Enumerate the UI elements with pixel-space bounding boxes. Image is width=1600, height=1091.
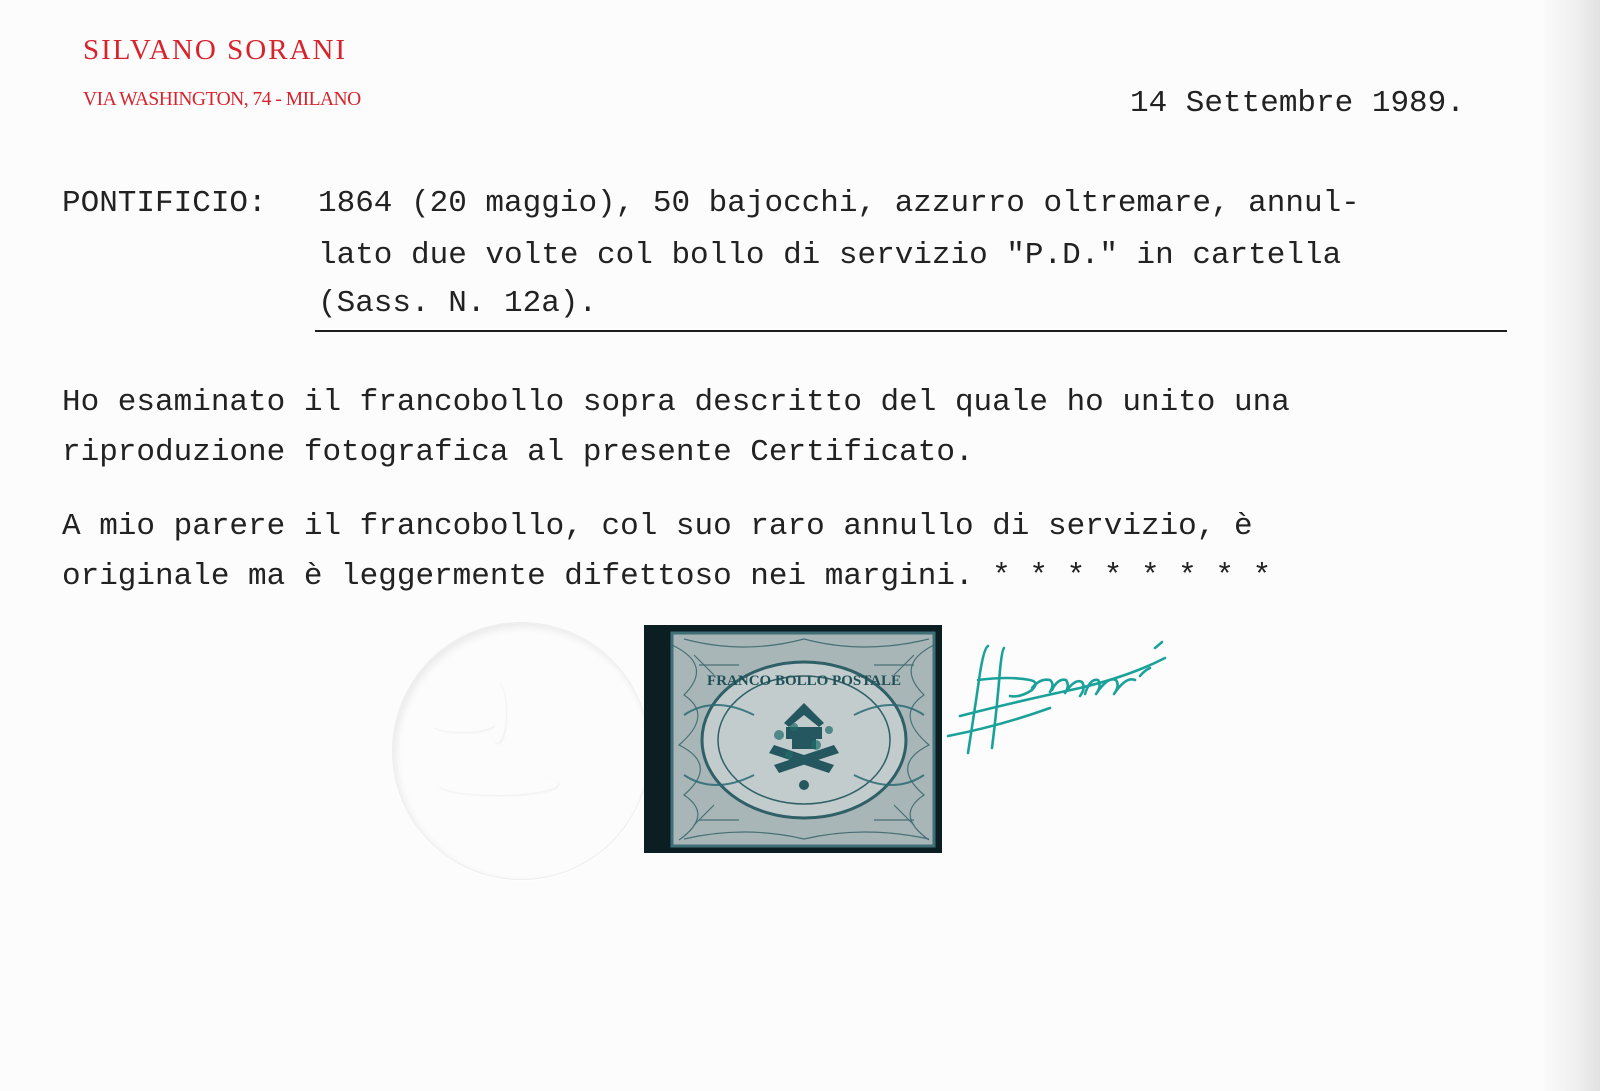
stamp-photograph: [644, 625, 942, 853]
embossed-seal: [392, 622, 650, 880]
page-edge-shadow: [1544, 0, 1600, 1091]
examination-line: riproduzione fotografica al presente Certificato.: [62, 435, 974, 470]
description-underline: [315, 330, 1507, 332]
opinion-line: originale ma è leggermente difettoso nei margini. * * * * * * * *: [62, 559, 1272, 594]
description-line: (Sass. N. 12a).: [318, 286, 598, 321]
signature-image: [940, 618, 1200, 778]
description-line: lato due volte col bollo di servizio "P.D." in cartella: [318, 238, 1342, 273]
letterhead-name: SILVANO SORANI: [83, 34, 348, 66]
letterhead-address: VIA WASHINGTON, 74 - MILANO: [83, 89, 361, 110]
certificate-date: 14 Settembre 1989.: [1130, 86, 1465, 121]
description-line: 1864 (20 maggio), 50 bajocchi, azzurro oltremare, annul-: [318, 186, 1360, 221]
description-label: PONTIFICIO:: [62, 186, 267, 221]
examination-line: Ho esaminato il francobollo sopra descritto del quale ho unito una: [62, 385, 1290, 420]
svg-text:FRANCO BOLLO POSTALE: FRANCO BOLLO POSTALE: [707, 673, 901, 689]
stamp-image: [644, 625, 942, 853]
opinion-line: A mio parere il francobollo, col suo raro annullo di servizio, è: [62, 509, 1253, 544]
